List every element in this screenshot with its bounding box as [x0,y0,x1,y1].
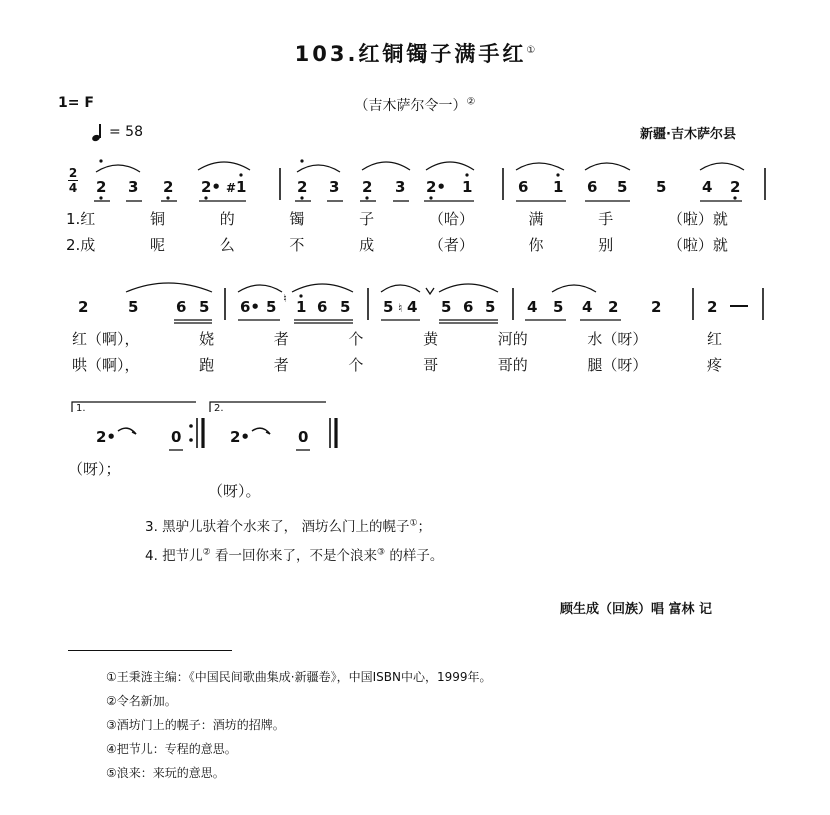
svg-text:1: 1 [462,178,473,196]
svg-text:5: 5 [128,298,139,316]
svg-text:6: 6 [463,298,474,316]
svg-text:3: 3 [395,178,406,196]
tempo-value: = 58 [109,124,143,140]
time-signature-top: 2 [68,166,78,180]
svg-text:2: 2 [730,178,741,196]
svg-text:5: 5 [340,298,351,316]
svg-text:2: 2 [707,298,718,316]
footnote-2: ②令名新加。 [106,694,177,708]
verse-3: 3. 黑驴儿驮着个水来了， 酒坊么门上的幌子①； [145,518,432,535]
svg-text:5: 5 [485,298,496,316]
lyrics-row2-verse2: 哄（啊）， 跑 者 个 哥 哥的 腿（呀） 疼 [72,355,722,374]
svg-text:1: 1 [236,178,247,196]
svg-text:2•: 2• [96,428,117,446]
svg-text:2: 2 [78,298,89,316]
svg-text:2: 2 [96,178,107,196]
footnote-1: ①王秉涟主编：《中国民间歌曲集成·新疆卷》，中国ISBN中心，1999年。 [106,670,492,684]
svg-text:1: 1 [296,298,307,316]
verse-4: 4. 把节儿② 看一回你来了，不是个浪来③ 的样子。 [145,547,444,564]
svg-text:5: 5 [553,298,564,316]
svg-text:2: 2 [608,298,619,316]
footnote-5: ⑤浪来：来玩的意思。 [106,766,225,780]
svg-text:5: 5 [656,178,667,196]
svg-text:♮: ♮ [283,292,287,305]
svg-text:4: 4 [527,298,538,316]
svg-text:2: 2 [362,178,373,196]
svg-text:2•: 2• [426,178,447,196]
svg-text:2: 2 [297,178,308,196]
svg-text:5: 5 [441,298,452,316]
svg-text:2•: 2• [201,178,222,196]
performer-credit: 顾生成（回族）唱 富林 记 [560,602,713,617]
song-region: 新疆·吉木萨尔县 [640,127,736,142]
lyrics-row2-verse1: 红（啊）， 娆 者 个 黄 河的 水（呀） 红 [72,329,722,348]
svg-text:4: 4 [407,298,418,316]
lyrics-ending2: （呀）。 [208,482,261,500]
footnote-4: ④把节儿：专程的意思。 [106,742,237,756]
svg-text:6•: 6• [240,298,261,316]
svg-text:3: 3 [329,178,340,196]
svg-text:2: 2 [651,298,662,316]
svg-text:3: 3 [128,178,139,196]
key-signature: 1= F [58,95,94,111]
svg-text:2: 2 [163,178,174,196]
title-footnote-mark: ① [526,45,536,56]
svg-text:6: 6 [317,298,328,316]
svg-text:#: # [226,181,237,195]
footnote-divider [68,650,232,651]
svg-text:5: 5 [266,298,277,316]
svg-text:4: 4 [702,178,713,196]
time-signature-bottom: 4 [68,181,78,195]
footnote-3: ③酒坊门上的幌子：酒坊的招牌。 [106,718,285,732]
svg-text:0: 0 [171,428,182,446]
svg-text:0: 0 [298,428,309,446]
volta-first-label: 1. [76,403,86,414]
svg-text:6: 6 [518,178,529,196]
svg-text:1: 1 [553,178,564,196]
svg-text:2•: 2• [230,428,251,446]
svg-text:♮: ♮ [398,301,403,315]
song-title: 103.红铜镯子满手红① [294,42,536,66]
lyrics-ending1: （呀）； [68,460,121,478]
svg-text:5: 5 [199,298,210,316]
svg-text:4: 4 [582,298,593,316]
lyrics-row1-verse1: 1.红 铜 的 镯 子 （哈） 满 手 （啦）就 [66,209,728,228]
volta-second-label: 2. [214,403,224,414]
lyrics-row1-verse2: 2.成 呢 么 不 成 （者） 你 别 （啦）就 [66,235,728,254]
svg-text:6: 6 [176,298,187,316]
subtitle-footnote-mark: ② [466,96,476,108]
song-subtitle: （吉木萨尔令一）② [354,96,476,114]
svg-text:6: 6 [587,178,598,196]
svg-text:5: 5 [617,178,628,196]
svg-text:5: 5 [383,298,394,316]
